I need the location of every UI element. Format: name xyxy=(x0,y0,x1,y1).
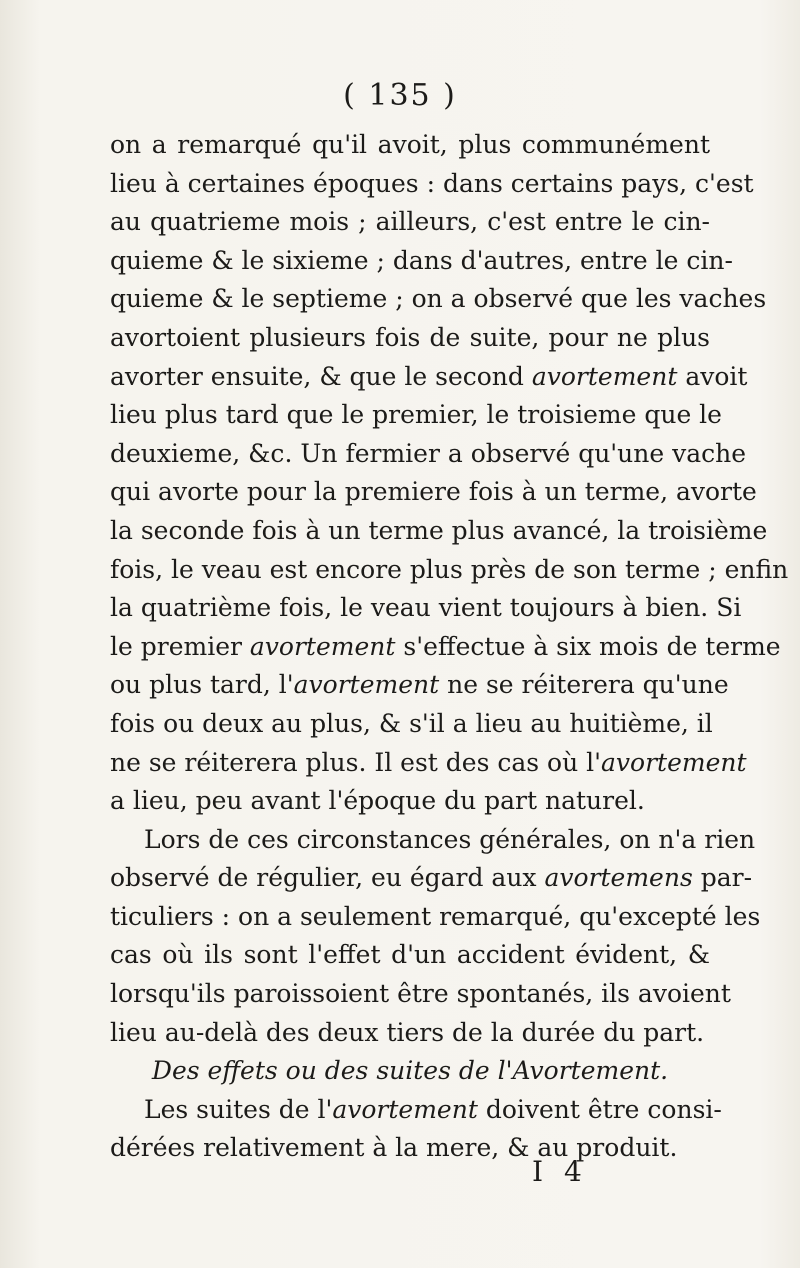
text-line: dérées relativement à la mere, & au produit. xyxy=(110,1133,678,1163)
text-line: qui avorte pour la premiere fois à un terme, avorte xyxy=(110,477,757,507)
text-line: on a remarqué qu'il avoit, plus communément xyxy=(110,130,710,159)
text-line: a lieu, peu avant l'époque du part naturel. xyxy=(110,786,645,816)
text-line: la seconde fois à un terme plus avancé, la troisième xyxy=(110,515,768,545)
text-line: avorter ensuite, & que le second avortement avoit xyxy=(110,361,748,391)
text-line: lieu au-delà des deux tiers de la durée du part. xyxy=(110,1017,705,1047)
text-line: lieu à certaines époques : dans certains pays, c'est xyxy=(110,168,754,198)
text-line: lieu plus tard que le premier, le troisieme que le xyxy=(110,400,722,430)
text-line: Lors de ces circonstances générales, on n'a rien xyxy=(144,824,756,854)
text-line: la quatrième fois, le veau vient toujours à bien. Si xyxy=(110,593,742,623)
text-line: au quatrieme mois ; ailleurs, c'est entre le cin- xyxy=(110,207,710,237)
text-line: Les suites de l'avortement doivent être consi- xyxy=(144,1094,722,1124)
text-line: ne se réiterera plus. Il est des cas où l'avortement xyxy=(110,747,747,777)
section-heading: Des effets ou des suites de l'Avortement. xyxy=(151,1056,669,1086)
text-line: cas où ils sont l'effet d'un accident évident, & xyxy=(110,940,710,970)
text-line: quieme & le sixieme ; dans d'autres, entre le cin- xyxy=(110,245,733,275)
text-line: deuxieme, &c. Un fermier a observé qu'une vache xyxy=(110,438,747,468)
signature-mark: I 4 xyxy=(532,1155,588,1188)
text-line: le premier avortement s'effectue à six mois de terme xyxy=(110,631,781,661)
text-line: ou plus tard, l'avortement ne se réiterera qu'une xyxy=(110,670,729,700)
text-line: fois, le veau est encore plus près de son terme ; enfin xyxy=(110,554,789,584)
text-line: observé de régulier, eu égard aux avortemens par- xyxy=(110,863,753,893)
text-line: avortoient plusieurs fois de suite, pour ne plus xyxy=(110,322,710,352)
text-line: ticuliers : on a seulement remarqué, qu'excepté les xyxy=(110,901,761,931)
page-number: ( 135 ) xyxy=(343,78,457,113)
text-line: lorsqu'ils paroissoient être spontanés, ils avoient xyxy=(110,979,731,1009)
text-line: quieme & le septieme ; on a observé que les vaches xyxy=(110,284,767,314)
page-text xyxy=(110,126,789,1168)
text-line: fois ou deux au plus, & s'il a lieu au huitième, il xyxy=(110,708,713,738)
